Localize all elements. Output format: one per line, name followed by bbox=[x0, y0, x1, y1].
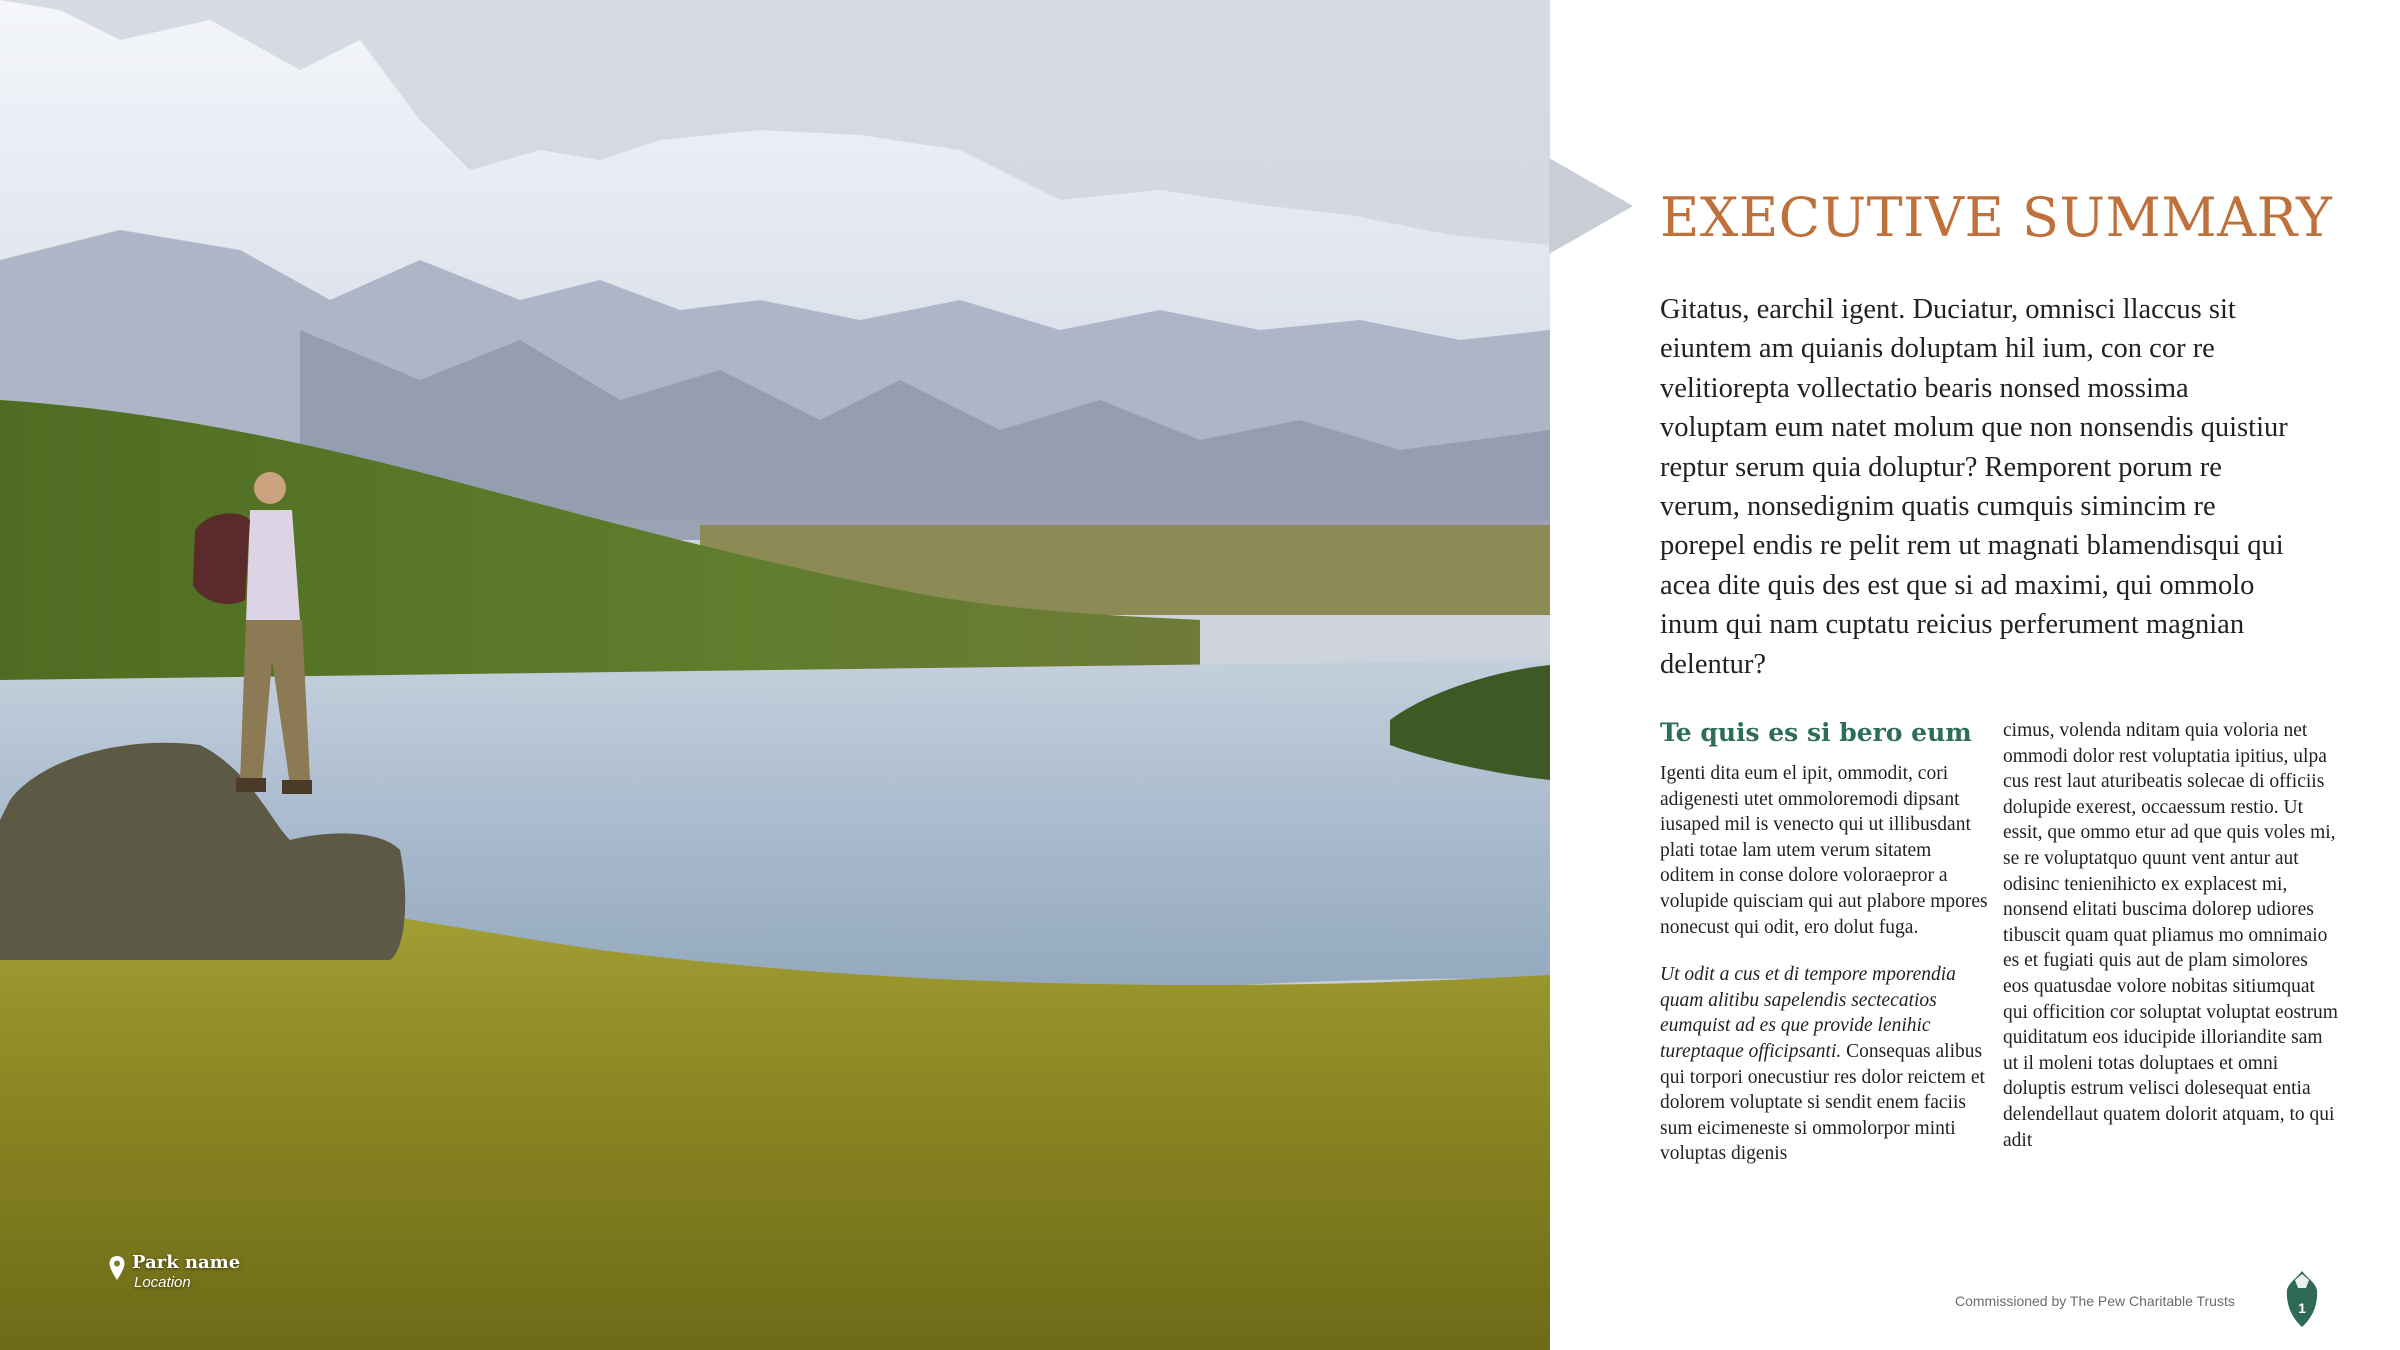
section-subheading: Te quis es si bero eum bbox=[1660, 718, 1972, 747]
column1-paragraph-2-rest: Consequas alibus qui torpori onecustiur res dolor reictem et dolorem voluptate si sendit enem faciis sum eicimeneste si ommolorpor minti voluptas digenis bbox=[1660, 1040, 1985, 1165]
intro-paragraph bbox=[1660, 290, 2300, 684]
park-location: Location bbox=[134, 1274, 191, 1291]
text-column-1 bbox=[1660, 718, 1990, 1167]
column2-paragraph: cimus, volenda nditam quia voloria net ommodi dolor rest voluptatia ipitius, ulpa cus rest laut aturibeatis solecae di officiis dolupide exerest, occaessum restio. Ut essit, que ommo etur ad que quis voles mi, se re voluptatquo quunt vent antur aut odisinc tenienihicto ex explacest mi, nonsend elitati buscima dolorep udiores tibuscit quam quat pliamus mo omnimaio es et fugiati quis aut de plam simolores eos quatusdae volore nobitas sitiumquat qui officition cor soluptat voluptat eostrum quiditatum eos iducipide illoriandite sam ut il moleni totas doluptaes et omni doluptis estrum velisci dolesequat entia delendellaut quatem dolorit atquam, to qui adit bbox=[2003, 720, 2338, 1151]
column1-paragraph-2 bbox=[1660, 962, 1990, 1167]
park-name: Park name bbox=[132, 1252, 241, 1273]
intro-text: Gitatus, earchil igent. Duciatur, omnisci llaccus sit eiuntem am quianis doluptam hil ium, con cor re velitiorepta vollectatio bearis nonsed mossima voluptam eum natet molum que non nonsendis quistiur reptur serum quia doluptur? Remporent porum re verum, nonsedignim quatis cumquis simincim re porepel endis re pelit rem ut magnati blamendisqui qui acea dite quis des est que si ad maximi, qui ommolo inum qui nam cuptatu reicius perferument magnian delentur? bbox=[1660, 294, 2288, 680]
page-number-badge bbox=[2285, 1270, 2319, 1328]
text-column-2 bbox=[2003, 718, 2338, 1153]
footer-credit: Commissioned by The Pew Charitable Trusts bbox=[1955, 1293, 2235, 1309]
arrowhead-badge-icon bbox=[2285, 1270, 2319, 1328]
page-title: EXECUTIVE SUMMARY bbox=[1660, 186, 2333, 249]
column1-paragraph-1: Igenti dita eum el ipit, ommodit, cori adigenesti utet ommoloremodi dipsant iusaped mil is venecto qui ut illibusdant plati totae lam utem verum sitatem oditem in conse dolore voloraepror a volupide quisciam qui aut plabore mpores nonecust qui odit, ero dolut fuga. bbox=[1660, 763, 1988, 938]
location-pin-icon bbox=[108, 1255, 126, 1281]
column1-italic-lead: Ut odit a cus et di tempore mporendia quam alitibu sapelendis sectecatios eumquist ad es que provide lenihic tureptaque officipsanti. bbox=[1660, 964, 1956, 1062]
page-number: 1 bbox=[2298, 1300, 2306, 1316]
photo-notch-pointer bbox=[1549, 158, 1633, 254]
